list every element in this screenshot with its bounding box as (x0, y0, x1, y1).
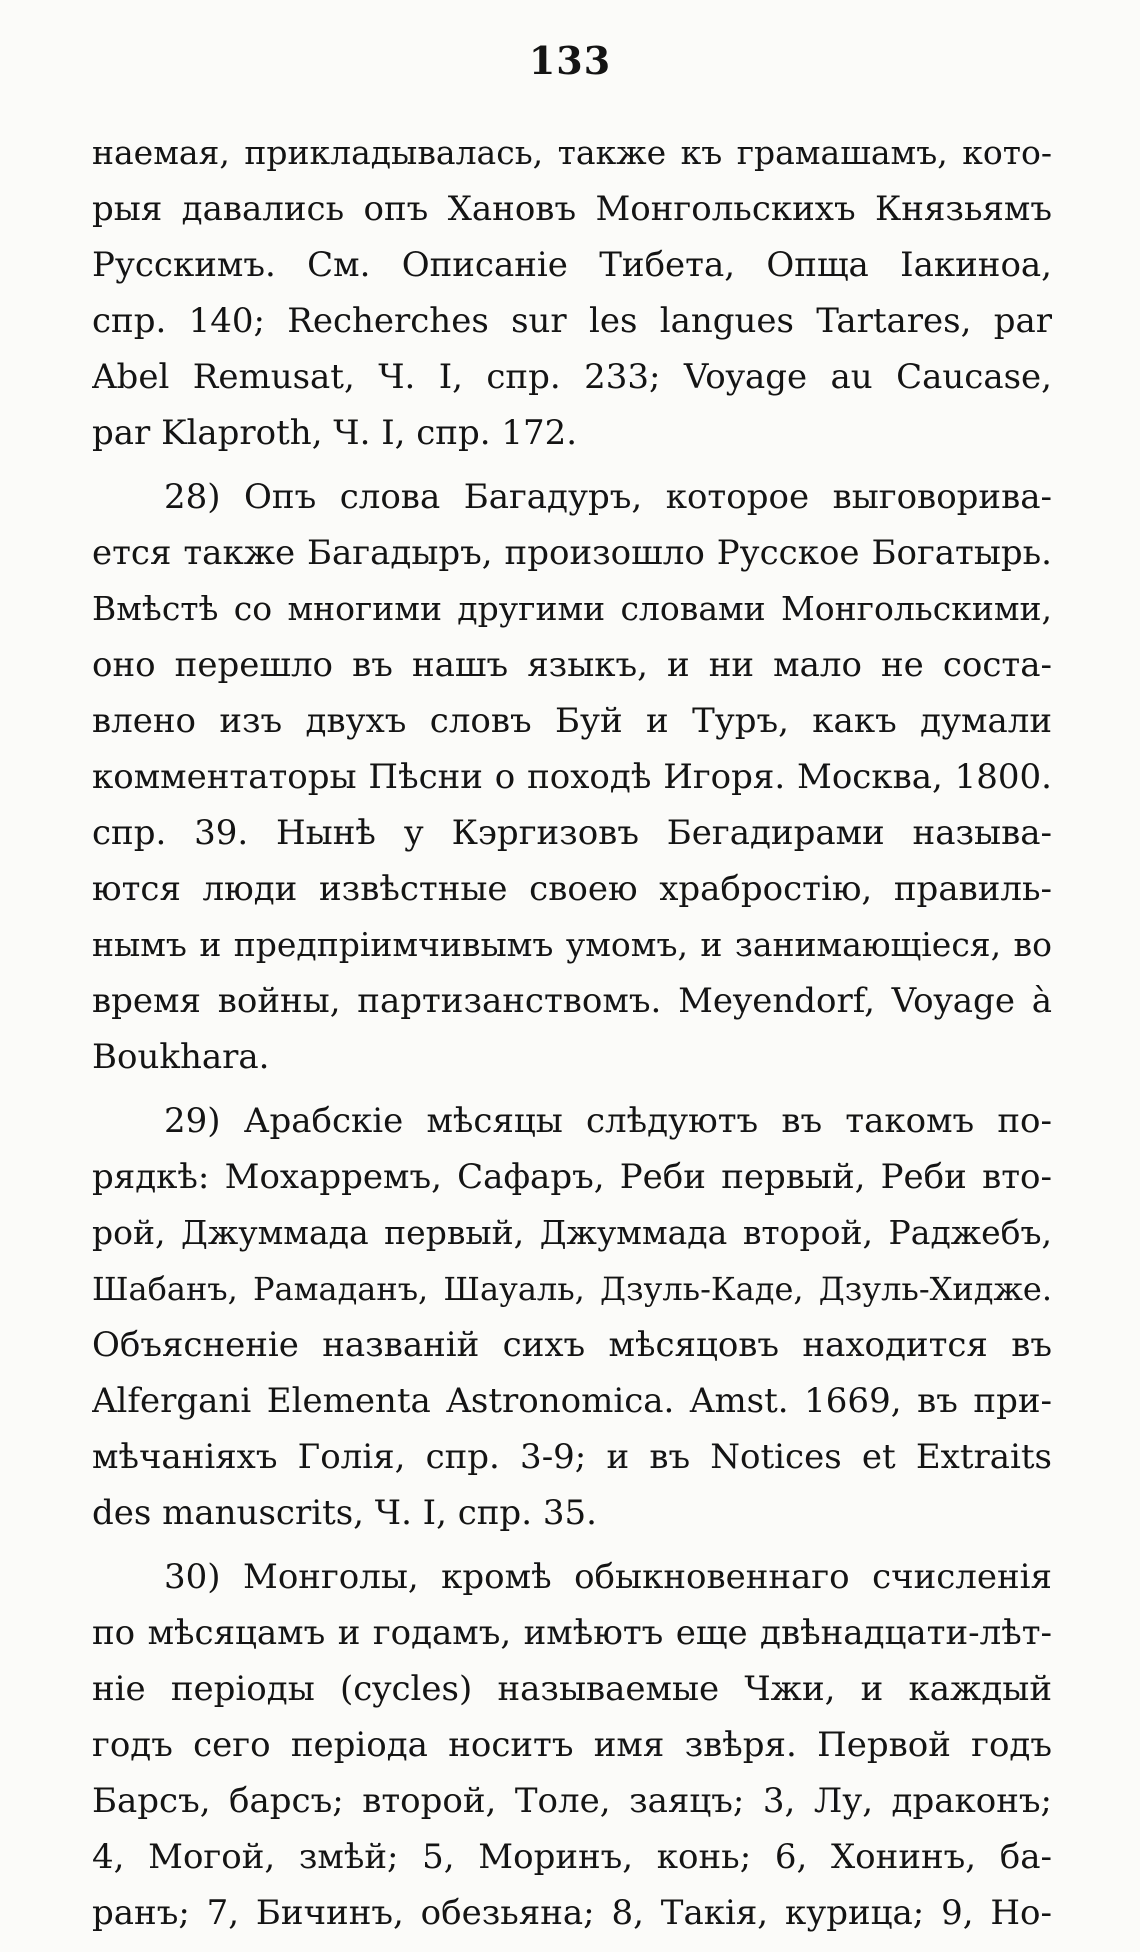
text-line: комментаторы Пѣсни о походѣ Игоря. Москва, 1800. (92, 757, 1052, 797)
text-line: Объясненіе названій сихъ мѣсяцовъ находится въ (92, 1325, 1052, 1365)
page-text (92, 125, 1052, 1941)
text-line: ется также Багадыръ, произошло Русское Богатырь. (92, 533, 1052, 573)
text-line: мѣчаніяхъ Голія, спр. 3-9; и въ Notices et Extraits (92, 1437, 1052, 1477)
text-line: 28) Опъ слова Багадуръ, которое выговорива- (164, 477, 1052, 517)
text-line: время войны, партизанствомъ. Meyendorf, Voyage à (92, 981, 1052, 1021)
text-line: спр. 140; Recherches sur les langues Tartares, par (92, 301, 1052, 341)
text-line: рыя давались опъ Хановъ Монгольскихъ Князьямъ (92, 189, 1052, 229)
paragraph-continuation (92, 125, 1052, 461)
text-line: Шабанъ, Рамаданъ, Шауаль, Дзуль-Каде, Дзуль-Хидже. (92, 1270, 1052, 1308)
text-line: Boukhara. (92, 1037, 270, 1077)
note-30 (92, 1549, 1052, 1941)
text-line: ранъ; 7, Бичинъ, обезьяна; 8, Такія, курица; 9, Но- (92, 1893, 1052, 1933)
text-line: нымъ и предпріимчивымъ умомъ, и занимающіеся, во (92, 925, 1052, 964)
text-line: 30) Монголы, кромѣ обыкновеннаго счисленія (164, 1557, 1052, 1597)
text-line: ніе періоды (cycles) называемые Чжи, и каждый (92, 1669, 1052, 1709)
text-line: рядкѣ: Мохарремъ, Сафаръ, Реби первый, Реби вто- (92, 1157, 1052, 1197)
text-line: по мѣсяцамъ и годамъ, имѣютъ еще двѣнадцати-лѣт- (92, 1613, 1052, 1653)
text-line: des manuscrits, Ч. I, спр. 35. (92, 1493, 597, 1533)
text-line: Русскимъ. См. Описаніе Тибета, Опща Іакиноа, (92, 245, 1052, 285)
note-29 (92, 1093, 1052, 1541)
text-line: Вмѣстѣ со многими другими словами Монгольскими, (92, 589, 1052, 628)
text-line: рой, Джуммада первый, Джуммада второй, Раджебъ, (92, 1213, 1052, 1252)
text-line: Барсъ, барсъ; второй, Толе, заяцъ; 3, Лу, драконъ; (92, 1781, 1052, 1821)
text-line: годъ сего періода носитъ имя звѣря. Первой годъ (92, 1725, 1052, 1765)
text-line: ются люди извѣстные своею храбростію, правиль- (92, 869, 1052, 909)
text-line: par Klaproth, Ч. I, спр. 172. (92, 413, 578, 453)
text-line: Abel Remusat, Ч. I, спр. 233; Voyage au Caucase, (92, 357, 1052, 397)
text-line: 4, Могой, змѣй; 5, Моринъ, конь; 6, Хонинъ, ба- (92, 1837, 1052, 1877)
text-line: 29) Арабскіе мѣсяцы слѣдуютъ въ такомъ по- (164, 1101, 1052, 1141)
text-line: влено изъ двухъ словъ Буй и Туръ, какъ думали (92, 701, 1052, 741)
note-28 (92, 469, 1052, 1085)
text-line: наемая, прикладывалась, также къ грамашамъ, кото- (92, 133, 1052, 172)
text-line: оно перешло въ нашъ языкъ, и ни мало не соста- (92, 645, 1052, 685)
page-number: 133 (528, 38, 612, 83)
text-line: спр. 39. Нынѣ у Кэргизовъ Бегадирами называ- (92, 813, 1052, 853)
text-line: Alfergani Elementa Astronomica. Amst. 1669, въ при- (92, 1381, 1052, 1421)
